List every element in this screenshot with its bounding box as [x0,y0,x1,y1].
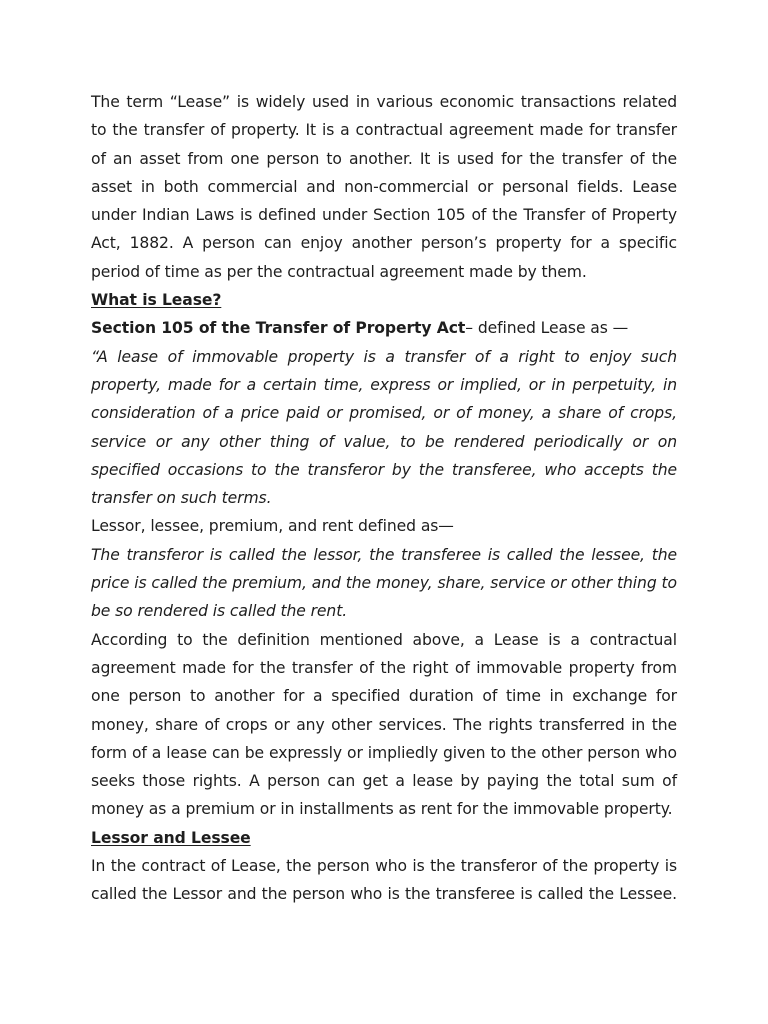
explanation-paragraph: According to the definition mentioned above, a Lease is a contractual agreement made for the transfer of the right of immovable property from one person to another for a specified duration of time in exchange for money, share of crops or any other services. The rights transferred in the form of a lease can be expressly or impliedly given to the other person who seeks those rights. A person can get a lease by paying the total sum of money as a premium or in installments as rent for the immovable property. [91,630,677,819]
section-105-label: Section 105 of the Transfer of Property Act [91,319,466,338]
document-page [91,88,677,909]
definitions-quote: The transferor is called the lessor, the transferee is called the lessee, the price is called the premium, and the money, share, service or other thing to be so rendered is called the rent. [91,545,677,621]
lessor-lessee-paragraph: In the contract of Lease, the person who is the transferor of the property is called the Lessor and the person who is the transferee is called the Lessee. [91,857,677,904]
definitions-intro: Lessor, lessee, premium, and rent defined as— [91,517,454,536]
intro-paragraph: The term “Lease” is widely used in various economic transactions related to the transfer of property. It is a contractual agreement made for transfer of an asset from one person to another. It is used for the transfer of the asset in both commercial and non-commercial or personal fields. Lease under Indian Laws is defined under Section 105 of the Transfer of Property Act, 1882. A person can enjoy another person’s property for a specific period of time as per the contractual agreement made by them. [91,93,677,281]
heading-lessor-and-lessee: Lessor and Lessee [91,828,251,847]
section-105-suffix: – defined Lease as — [465,319,629,338]
section-105-line [91,314,677,342]
heading-what-is-lease: What is Lease? [91,291,222,310]
section-105-quote: “A lease of immovable property is a transfer of a right to enjoy such property, made for a certain time, express or implied, or in perpetuity, in consideration of a price paid or promised, or of money, a share of crops, service or any other thing of value, to be rendered periodically or on specified occasions to the transferor by the transferee, who accepts the transfer on such terms. [91,347,677,508]
